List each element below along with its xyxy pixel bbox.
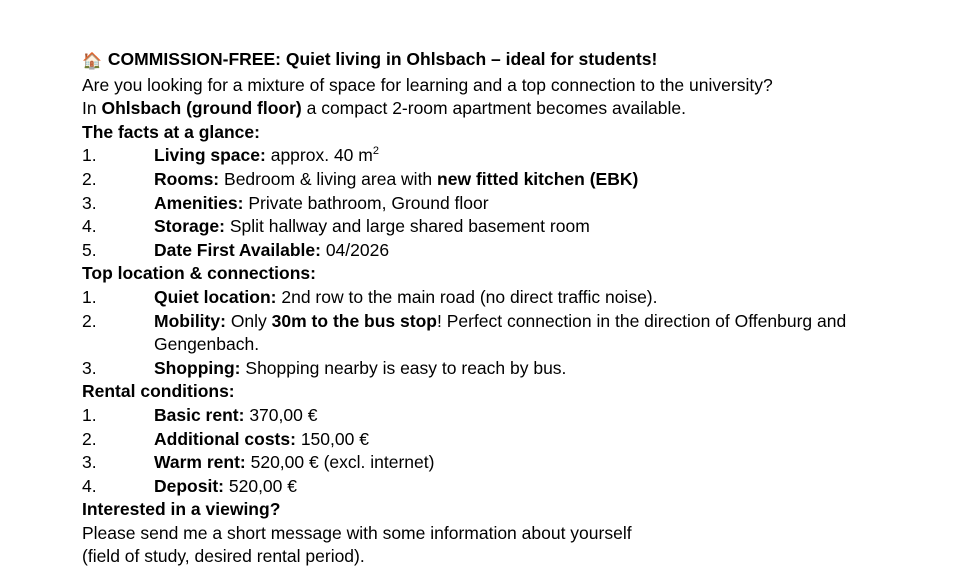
list-item-value: 520,00 € (excl. internet): [250, 452, 435, 473]
list-item-label: Quiet location:: [154, 286, 277, 307]
list-item-number: 3.: [82, 452, 97, 473]
list-item: [82, 192, 900, 216]
headline-text: COMMISSION-FREE: Quiet living in Ohlsbach – ideal for students!: [107, 49, 658, 69]
closing-title: Interested in a viewing?: [82, 499, 281, 520]
section-title-facts: The facts at a glance:: [82, 121, 260, 142]
list-item-body: [154, 286, 900, 310]
list-item-label: Storage:: [154, 216, 225, 237]
list-item-body: [154, 357, 900, 381]
list-item-value-emphasis: new fitted kitchen (EBK): [437, 168, 639, 189]
list-item-number: 5.: [82, 239, 97, 260]
list-item-value: Bedroom & living area with: [224, 168, 438, 189]
list-item-number: 1.: [82, 404, 97, 425]
list-item-value: 2nd row to the main road (no direct traffic noise).: [281, 286, 658, 307]
list-item-number: 4.: [82, 216, 97, 237]
list-item-label: Deposit:: [154, 475, 224, 496]
intro-line-2-prefix: In: [82, 98, 102, 119]
list-item-label: Basic rent:: [154, 404, 245, 425]
list-item-body: [154, 215, 900, 239]
list-item-label: Rooms:: [154, 168, 220, 189]
intro-line-2-suffix: a compact 2-room apartment becomes available.: [301, 98, 686, 119]
list-item-label: Amenities:: [154, 192, 244, 213]
list-item: [82, 428, 900, 452]
list-item-label: Date First Available:: [154, 239, 321, 260]
list-item: [82, 168, 900, 192]
list-item-number: 1.: [82, 286, 97, 307]
list-item-number: 3.: [82, 357, 97, 378]
list-item-number: 2.: [82, 310, 97, 331]
list-item-superscript: 2: [372, 145, 379, 158]
list-item-label: Living space:: [154, 145, 266, 166]
list-item-body: [154, 310, 900, 357]
closing-line-1: Please send me a short message with some information about yourself: [82, 522, 632, 543]
list-item-value: 04/2026: [325, 239, 390, 260]
list-item-body: [154, 404, 900, 428]
list-item: [82, 404, 900, 428]
list-item-number: 2.: [82, 428, 97, 449]
list-item-body: [154, 451, 900, 475]
list-item-value: approx. 40 m: [270, 145, 373, 166]
list-item-number: 2.: [82, 168, 97, 189]
intro-line-1-text: Are you looking for a mixture of space for learning and a top connection to the university?: [82, 74, 773, 95]
section-title-location: Top location & connections:: [82, 263, 316, 284]
house-icon: 🏠: [82, 53, 102, 70]
section-title-rental-conditions: Rental conditions:: [82, 381, 235, 402]
list-item-value-tail: ! Perfect connection in the direction of Offenburg and Gengenbach.: [154, 310, 847, 355]
list-item-label: Additional costs:: [154, 428, 296, 449]
list-item-body: [154, 192, 900, 216]
intro-line-1: [82, 74, 900, 98]
list-item-value: Only: [230, 310, 272, 331]
list-item: [82, 310, 900, 357]
closing-line-2: (field of study, desired rental period).: [82, 546, 365, 567]
list-item-body: [154, 239, 900, 263]
list-item-value: 370,00 €: [249, 404, 318, 425]
list-item-body: [154, 144, 900, 168]
list-item-value: 150,00 €: [300, 428, 369, 449]
list-item: [82, 357, 900, 381]
list-item-number: 4.: [82, 475, 97, 496]
list-item: [82, 144, 900, 168]
listing-headline: [82, 48, 900, 74]
list-item-body: [154, 475, 900, 499]
list-item-value-emphasis: 30m to the bus stop: [271, 310, 437, 331]
list-item: [82, 239, 900, 263]
list-item-value: Private bathroom, Ground floor: [248, 192, 489, 213]
list-item-body: [154, 168, 900, 192]
list-item: [82, 215, 900, 239]
list-item-label: Warm rent:: [154, 452, 246, 473]
list-item-number: 1.: [82, 145, 97, 166]
list-item-number: 3.: [82, 192, 97, 213]
list-item: [82, 286, 900, 310]
list-item-label: Shopping:: [154, 357, 241, 378]
list-item-body: [154, 428, 900, 452]
list-item-label: Mobility:: [154, 310, 226, 331]
list-item: [82, 475, 900, 499]
list-item-value: Shopping nearby is easy to reach by bus.: [245, 357, 567, 378]
list-item: [82, 451, 900, 475]
list-item-value: Split hallway and large shared basement room: [229, 216, 590, 237]
intro-line-2: [82, 97, 900, 121]
list-item-value: 520,00 €: [228, 475, 297, 496]
intro-line-2-location: Ohlsbach (ground floor): [101, 98, 302, 119]
